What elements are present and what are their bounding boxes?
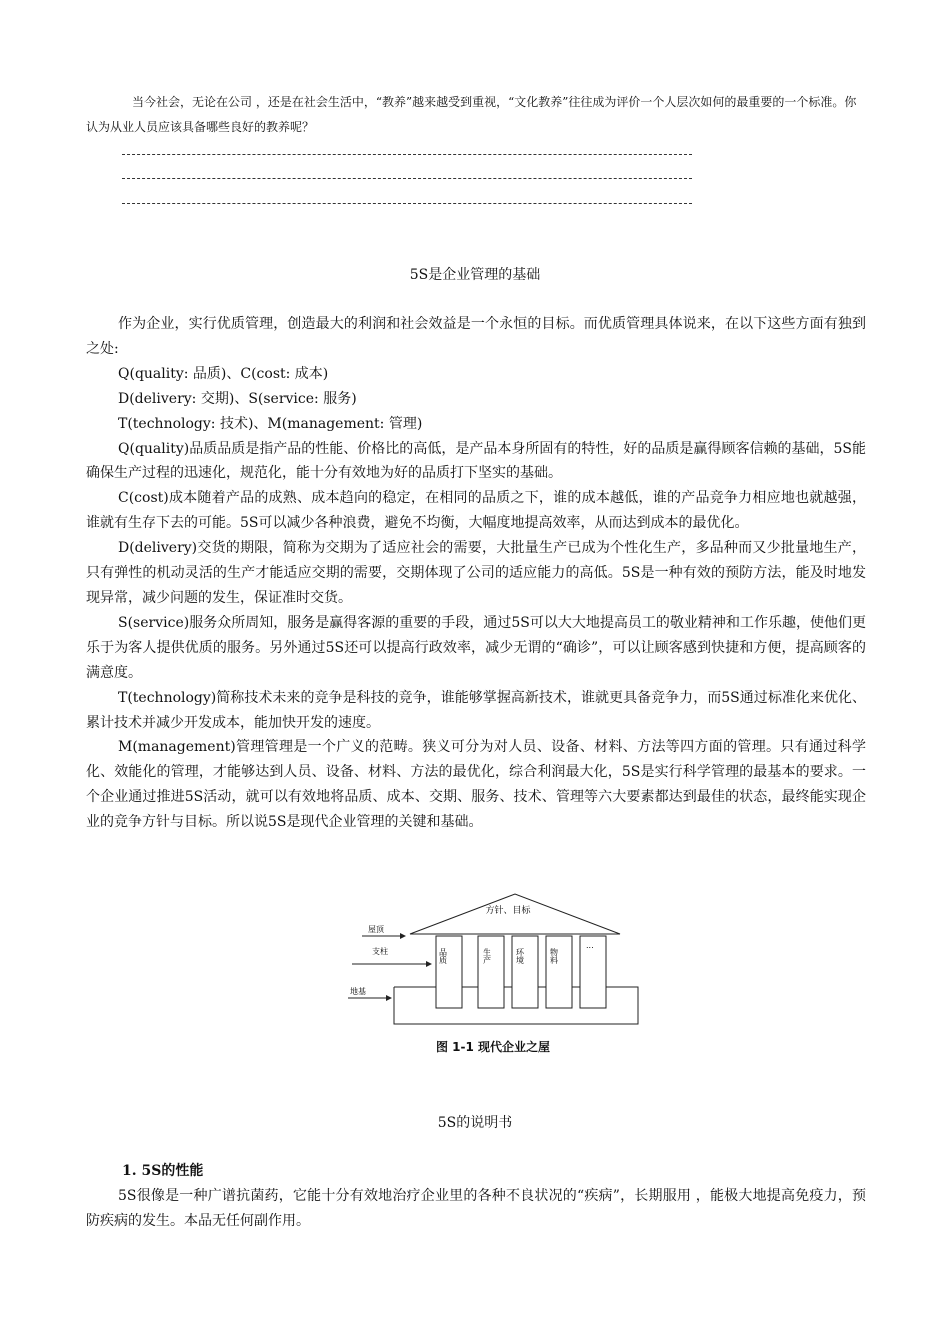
paragraph: 5S很像是一种广谱抗菌药，它能十分有效地治疗企业里的各种不良状况的“疾病”，长期服用 ，能极大地提高免疫力，预防疾病的发生。本品无任何副作用。	[86, 1188, 866, 1229]
answer-line-2	[122, 178, 692, 179]
paragraph: S(service)服务众所周知，服务是赢得客源的重要的手段，通过5S可以大大地提高员工的敬业精神和工作乐趣，使他们更乐于为客人提供优质的服务。另外通过5S还可以提高行政效率，减少无谓的“确诊”，可以让顾客感到快捷和方便，提高顾客的满意度。	[86, 614, 866, 681]
arrowhead	[386, 995, 392, 1001]
sub-heading-performance: 1. 5S的性能	[122, 1163, 204, 1179]
paragraph: 作为企业，实行优质管理，创造最大的利润和社会效益是一个永恒的目标。而优质管理具体说来，在以下这些方面有独到之处:	[86, 316, 866, 357]
label-foundation: 地基	[350, 987, 366, 996]
paragraph: Q(quality: 品质)、C(cost: 成本)	[118, 365, 329, 382]
pillar-environment	[512, 936, 538, 1008]
answer-line-1	[122, 154, 692, 155]
paragraph: D(delivery)交货的期限，简称为交期为了适应社会的需要，大批量生产已成为个性化生产，多品种而又少批量地生产，只有弹性的机动灵活的生产才能适应交期的需要，交期体现了公司的适应能力的高低。5S是一种有效的预防方法，能及时地发现异常，减少问题的发生，保证准时交货。	[86, 540, 866, 606]
pillar-label: 物料	[549, 948, 559, 964]
pillar-label: 环境	[515, 948, 525, 964]
section2-body	[86, 1184, 866, 1234]
paragraph: T(technology: 技术)、M(management: 管理)	[118, 415, 423, 432]
section-title-5s-foundation: 5S是企业管理的基础	[409, 267, 541, 283]
arrowhead	[400, 933, 406, 939]
intro-text: 当今社会，无论在公司 ，还是在社会生活中，“教养”越来越受到重视，“文化教养”往往成为评价一个人层次如何的最重要的一个标准。你认为从业人员应该具备哪些良好的教养呢？	[86, 95, 857, 134]
paragraph: D(delivery: 交期)、S(service: 服务)	[118, 390, 357, 407]
arrowhead	[426, 961, 432, 967]
label-roof: 屋顶	[368, 925, 384, 934]
pillar-material	[546, 936, 572, 1008]
label-pillar: 支柱	[372, 947, 388, 956]
pillar-label: ...	[586, 941, 594, 950]
pillar-label: 品质	[438, 948, 448, 964]
section-title-5s-manual: 5S的说明书	[437, 1115, 513, 1131]
paragraph: C(cost)成本随着产品的成熟、成本趋向的稳定，在相同的品质之下，谁的成本越低，谁的产品竞争力相应地也就越强，谁就有生存下去的可能。5S可以减少各种浪费，避免不均衡，大幅度地提高效率，从而达到成本的最优化。	[86, 490, 866, 532]
paragraph: T(technology)简称技术未来的竞争是科技的竞争，谁能够掌握高新技术，谁就更具备竞争力，而5S通过标准化来优化、累计技术并减少开发成本，能加快开发的速度。	[86, 689, 866, 731]
modern-enterprise-house-diagram	[340, 888, 640, 1038]
paragraph: Q(quality)品质品质是指产品的性能、价格比的高低，是产品本身所固有的特性，好的品质是赢得顾客信赖的基础，5S能确保生产过程的迅速化，规范化，能十分有效地为好的品质打下坚实的基础。	[86, 440, 866, 482]
section-body	[86, 312, 866, 835]
answer-line-3	[122, 203, 692, 204]
intro-question	[86, 90, 866, 140]
pillar-label: 生产	[482, 948, 492, 964]
paragraph: M(management)管理管理是一个广义的范畴。狭义可分为对人员、设备、材料、方法等四方面的管理。只有通过科学化、效能化的管理，才能够达到人员、设备、材料、方法的最优化，综合利润最大化，5S是实行科学管理的最基本的要求。一个企业通过推进5S活动，就可以有效地将品质、成本、交期、服务、技术、管理等六大要素都达到最佳的状态，最终能实现企业的竞争方针与目标。所以说5S是现代企业管理的关键和基础。	[86, 739, 866, 831]
figure-caption: 图 1-1 现代企业之屋	[435, 1040, 551, 1054]
pillar-production	[478, 936, 504, 1008]
pillar-quality	[436, 936, 462, 1008]
roof-label: 方针、目标	[485, 906, 531, 916]
